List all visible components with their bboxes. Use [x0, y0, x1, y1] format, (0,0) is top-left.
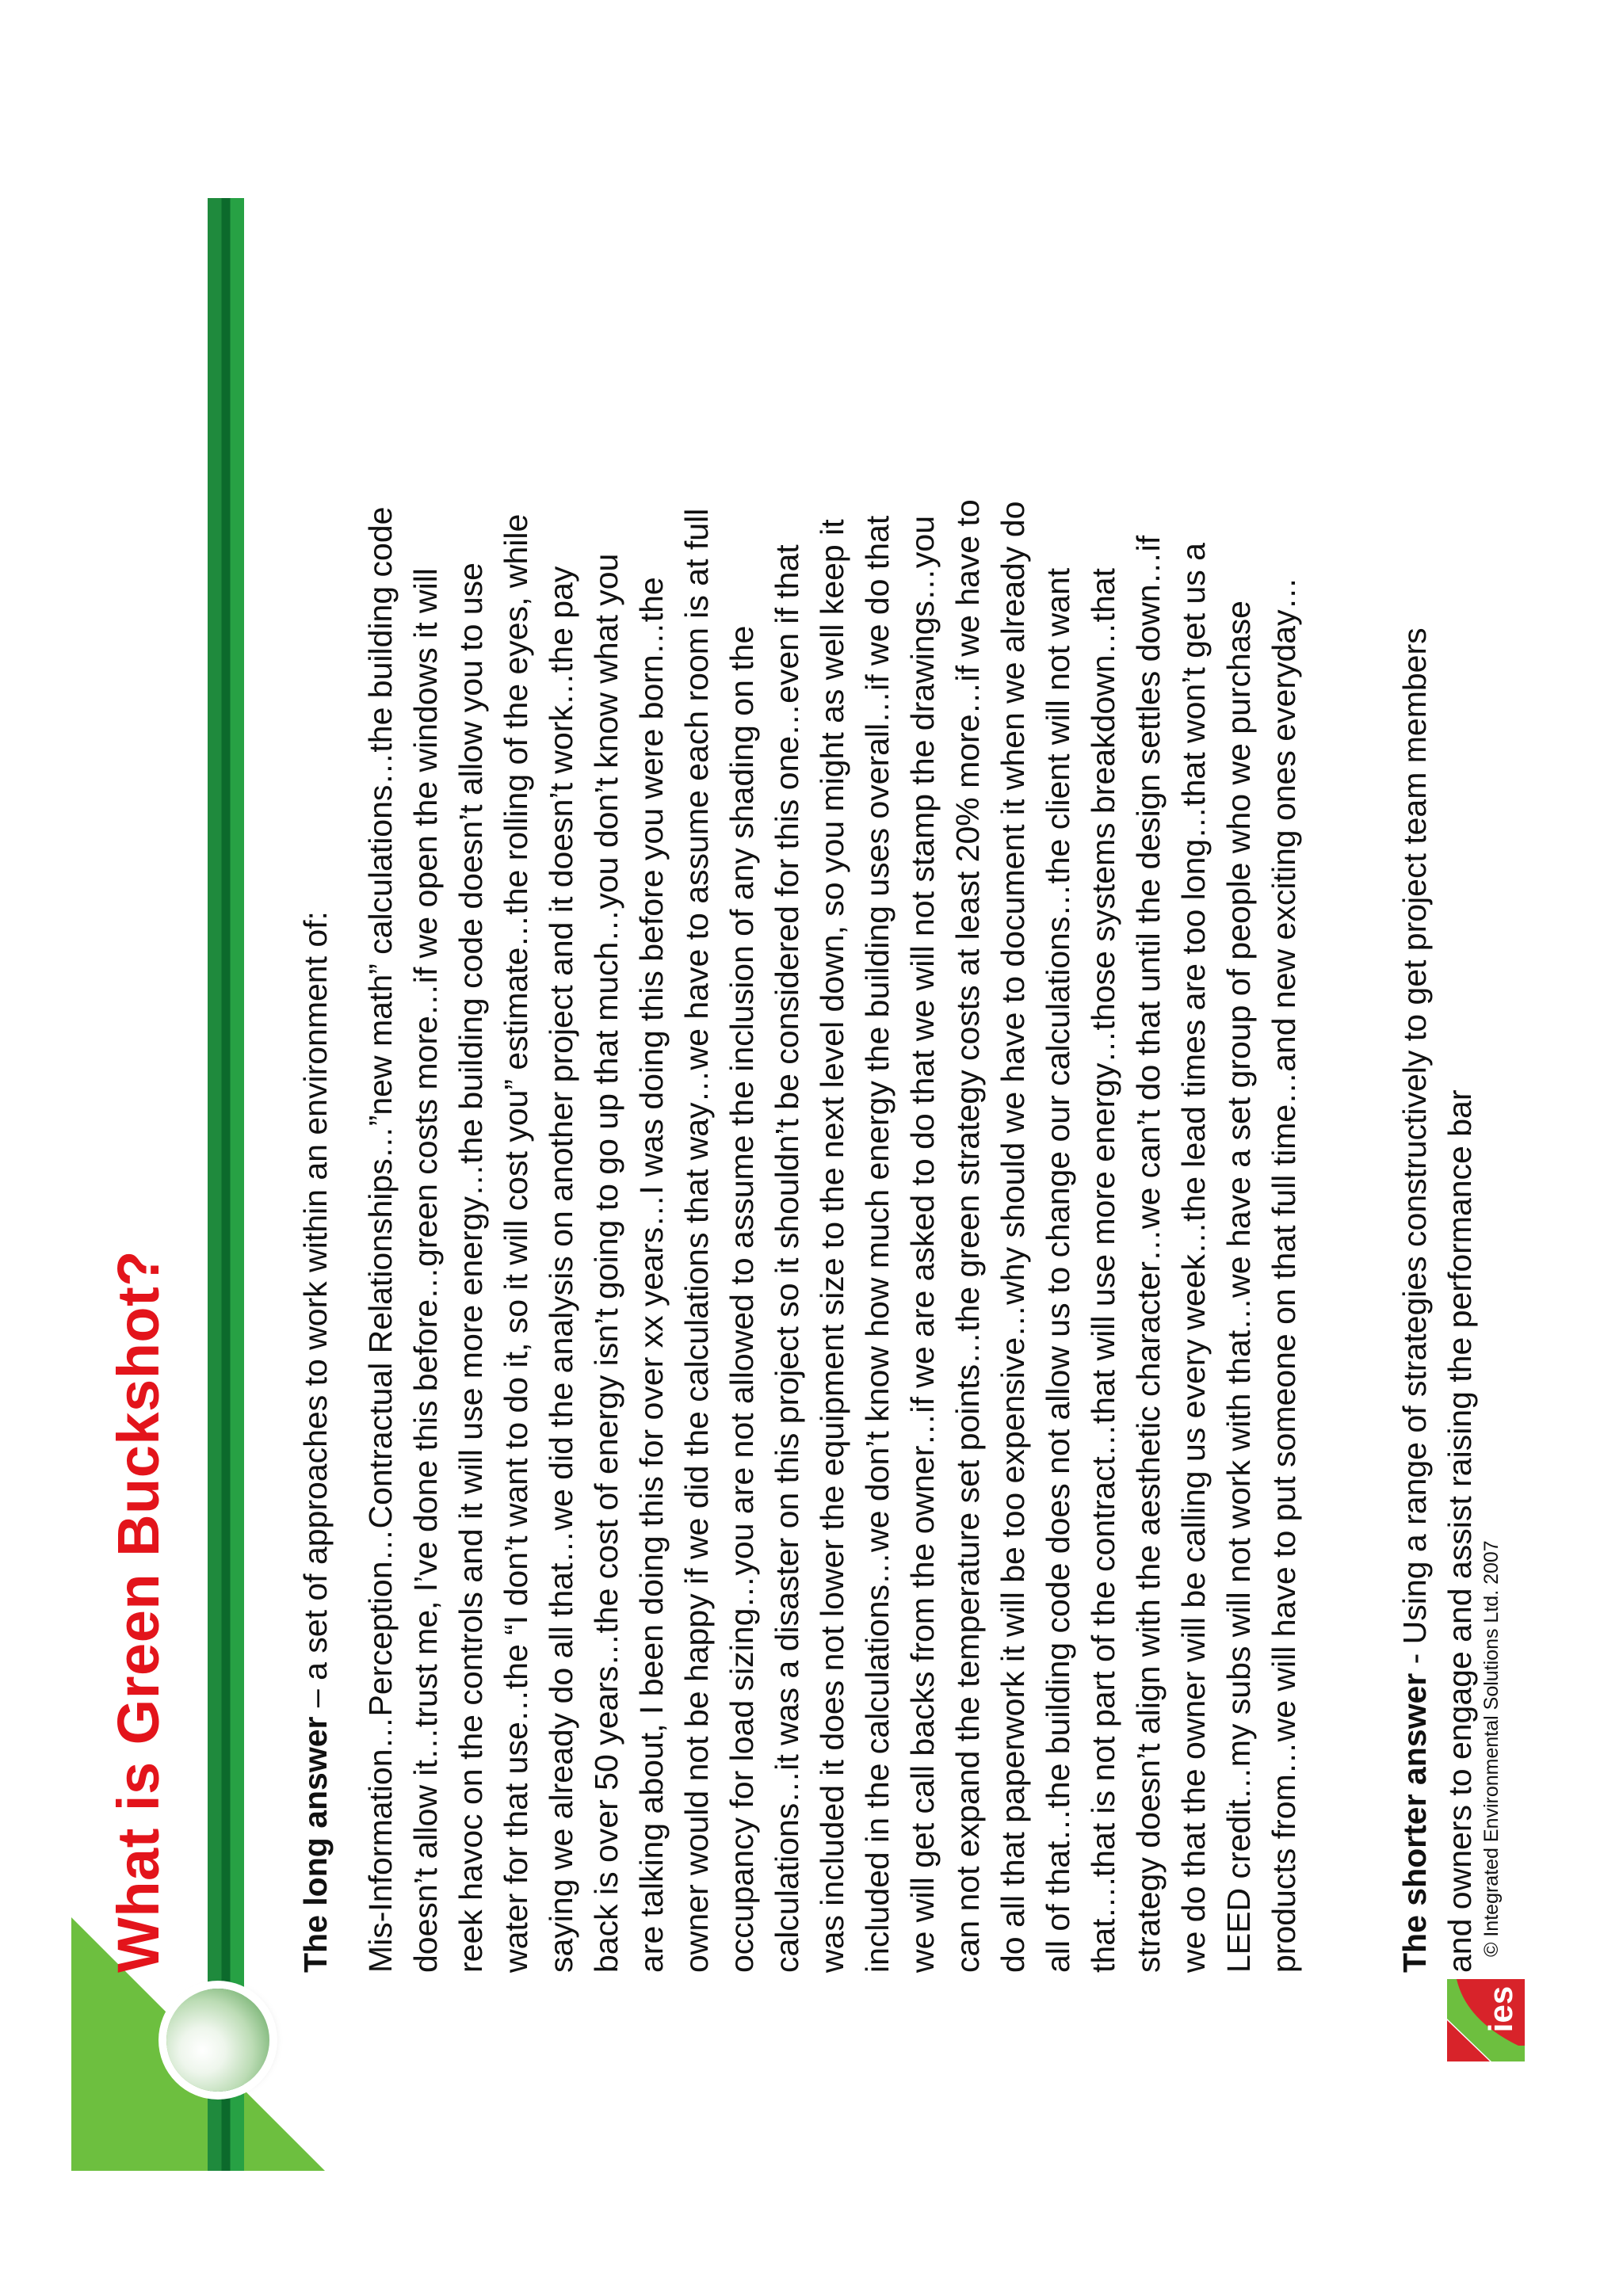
body-line: strategy doesn’t align with the aesthetic character…we can’t do that until the design settles down…if: [1130, 535, 1167, 1973]
logo-text: ies: [1482, 1985, 1519, 2033]
body-line: all of that…the building code does not allow us to change our calculations…the client will not want: [1040, 567, 1076, 1973]
long-answer-intro-text: – a set of approaches to work within an environment of:: [297, 911, 334, 1717]
long-answer-label: The long answer: [297, 1716, 334, 1973]
body-line: Mis-Information…Perception…Contractual Relationships…”new math” calculations…the building code: [362, 506, 399, 1973]
body-line: was included it does not lower the equipment size to the next level down, so you might as well keep it: [814, 519, 850, 1973]
body-line: saying we already do all that…we did the analysis on another project and it doesn’t work…the pay: [543, 566, 579, 1973]
body-line: included in the calculations…we don’t know how much energy the building uses overall…if we do that: [859, 515, 896, 1973]
title-underline-bar: [208, 198, 244, 2171]
body-line: owner would not be happy if we did the calculations that way…we have to assume each room is at full: [678, 508, 715, 1973]
body-line: that….that is not part of the contract…that will use more energy…those systems breakdown…that: [1085, 568, 1121, 1973]
body-line: occupancy for load sizing…you are not allowed to assume the inclusion of any shading on the: [724, 625, 760, 1973]
body-line: back is over 50 years…the cost of energy isn’t going to go up that much…you don’t know what you: [588, 553, 624, 1973]
shorter-answer-line: [1392, 627, 1438, 1973]
shorter-answer: [1392, 627, 1483, 1973]
body-line: doesn’t allow it…trust me, I’ve done this before…green costs more…if we open the windows it will: [407, 568, 444, 1973]
shorter-answer-text: - Using a range of strategies constructively to get project team members: [1396, 627, 1433, 1673]
copyright-notice: © Integrated Environmental Solutions Ltd. 2007: [1480, 1540, 1503, 1957]
body-line: can not expand the temperature set points…the green strategy costs at least 20% more…if we have to: [949, 499, 986, 1973]
body-line: calculations…it was a disaster on this project so it shouldn’t be considered for this one…even if that: [769, 544, 805, 1973]
body-line: products from…we will have to put someone on that full time…and new exciting ones everyday…: [1266, 577, 1302, 1973]
shorter-answer-line: and owners to engage and assist raising the performance bar: [1442, 1089, 1478, 1973]
long-answer-intro: [293, 911, 338, 1973]
slide: [71, 198, 1617, 2171]
page-title: What is Green Buckshot?: [105, 1250, 171, 1973]
body-line: are talking about, I been doing this for over xx years…I was doing this before you were born…the: [633, 577, 670, 1973]
shorter-answer-label: The shorter answer: [1396, 1672, 1433, 1973]
body-line: we will get call backs from the owner…if we are asked to do that we will not stamp the drawings…you: [904, 516, 941, 1973]
orb-bullet-decoration: [166, 1989, 269, 2092]
body-line: we do that the owner will be calling us every week…the lead times are too long…that won’t get us a: [1175, 543, 1212, 1973]
body-line: water for that use…the “I don’t want to do it, so it will cost you” estimate…the rolling of the eyes, while: [498, 513, 534, 1973]
long-answer-body: [358, 499, 1307, 1973]
body-line: LEED credit…my subs will not work with that…we have a set group of people who we purchase: [1220, 601, 1257, 1973]
body-line: do all that paperwork it will be too expensive…why should we have to document it when we already do: [995, 501, 1031, 1973]
ies-logo: [1442, 1973, 1529, 2068]
body-line: reek havoc on the controls and it will use more energy…the building code doesn’t allow you to use: [453, 563, 489, 1973]
